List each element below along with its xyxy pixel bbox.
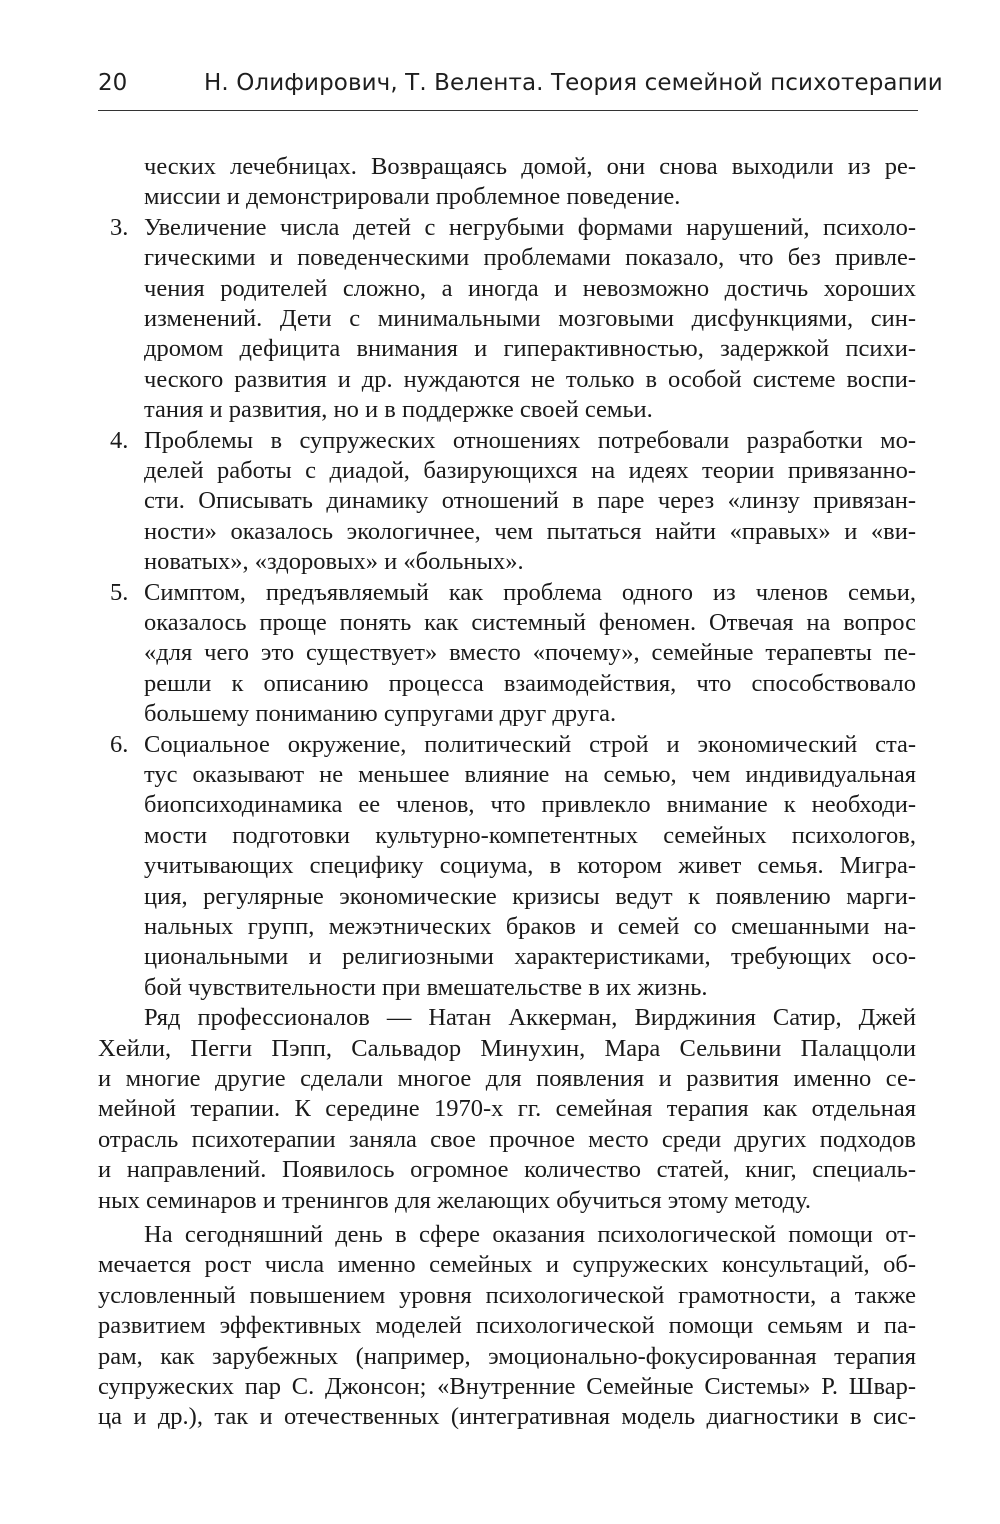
- list-item-line: ция, регулярные экономические кризисы ведут к появлению марги-: [144, 882, 916, 910]
- list-item-line: тания и развития, но и в поддержке своей семьи.: [144, 396, 653, 424]
- running-head: Н. Олифирович, Т. Велента. Теория семейной психотерапии: [204, 70, 943, 96]
- list-item-line: Увеличение числа детей с негрубыми формами нарушений, психоло-: [144, 213, 916, 241]
- list-item-line: ности» оказалось экологичнее, чем пытаться найти «правых» и «ви-: [144, 517, 916, 545]
- list-item-line: мости подготовки культурно-компетентных семейных психологов,: [144, 821, 916, 849]
- list-item-line: ческого развития и др. нуждаются не только в особой системе воспи-: [144, 365, 916, 393]
- paragraph-line: отрасль психотерапии заняла свое прочное место среди других подходов: [98, 1125, 916, 1153]
- text-line: миссии и демонстрировали проблемное поведение.: [144, 183, 681, 211]
- list-item-line: циональными и религиозными характеристиками, требующих осо-: [144, 943, 916, 971]
- list-item-number: 3.: [110, 213, 129, 241]
- list-item-line: оказалось проще понять как системный феномен. Отвечая на вопрос: [144, 609, 916, 636]
- list-item-line: чения родителей сложно, а иногда и невозможно достичь хороших: [144, 274, 916, 302]
- list-item-line: сти. Описывать динамику отношений в паре через «линзу привязан-: [144, 487, 916, 515]
- list-item-line: гическими и поведенческими проблемами показало, что без привле-: [144, 244, 916, 272]
- paragraph-line: супружеских пар С. Джонсон; «Внутренние Семейные Системы» Р. Швар-: [98, 1373, 916, 1400]
- list-item-line: «для чего это существует» вместо «почему», семейные терапевты пе-: [144, 639, 916, 667]
- paragraph-line: ца и др.), так и отечественных (интегративная модель диагностики в сис-: [98, 1403, 916, 1431]
- list-item-line: учитывающих специфику социума, в котором живет семья. Мигра-: [144, 852, 916, 880]
- list-item-line: изменений. Дети с минимальными мозговыми дисфункциями, син-: [144, 305, 916, 332]
- text-line: ческих лечебницах. Возвращаясь домой, они снова выходили из ре-: [144, 153, 916, 180]
- paragraph-line: условленный повышением уровня психологической грамотности, а также: [98, 1281, 916, 1309]
- list-item-line: решли к описанию процесса взаимодействия, что способствовало: [144, 669, 916, 697]
- list-item-number: 4.: [110, 426, 129, 454]
- paragraph-line: мейной терапии. К середине 1970-х гг. семейная терапия как отдельная: [98, 1095, 916, 1123]
- list-item-number: 5.: [110, 578, 129, 606]
- list-item-line: тус оказывают не меньшее влияние на семью, чем индивидуальная: [144, 761, 916, 788]
- paragraph-line: ных семинаров и тренингов для желающих обучиться этому методу.: [98, 1186, 812, 1214]
- list-item-number: 6.: [110, 730, 129, 758]
- list-item-line: Проблемы в супружеских отношениях потребовали разработки мо-: [144, 426, 916, 454]
- header-divider: [98, 110, 918, 111]
- paragraph-line: На сегодняшний день в сфере оказания психологической помощи от-: [144, 1221, 916, 1248]
- page-number: 20: [98, 70, 128, 96]
- paragraph-line: Ряд профессионалов — Натан Аккерман, Вирджиния Сатир, Джей: [144, 1004, 916, 1032]
- page-header: [98, 70, 943, 106]
- paragraph-line: и направлений. Появилось огромное количество статей, книг, специаль-: [98, 1156, 916, 1184]
- list-item-line: Симптом, предъявляемый как проблема одного из членов семьи,: [144, 578, 916, 606]
- paragraph-line: и многие другие сделали многое для появления и развития именно се-: [98, 1065, 916, 1092]
- paragraph-line: Хейли, Пегги Пэпп, Сальвадор Минухин, Мара Сельвини Палаццоли: [98, 1034, 916, 1062]
- paragraph-line: рам, как зарубежных (например, эмоционально-фокусированная терапия: [98, 1342, 916, 1370]
- list-item-line: биопсиходинамика ее членов, что привлекло внимание к необходи-: [144, 791, 916, 819]
- list-item-line: делей работы с диадой, базирующихся на идеях теории привязанно-: [144, 457, 916, 484]
- list-item-line: Социальное окружение, политический строй и экономический ста-: [144, 730, 916, 758]
- list-item-line: нальных групп, межэтнических браков и семей со смешанными на-: [144, 913, 916, 940]
- paragraph-line: развитием эффективных моделей психологической помощи семьям и па-: [98, 1312, 916, 1340]
- list-item-line: дромом дефицита внимания и гиперактивностью, задержкой психи-: [144, 335, 916, 363]
- list-item-line: новатых», «здоровых» и «больных».: [144, 548, 524, 576]
- paragraph-line: мечается рост числа именно семейных и супружеских консультаций, об-: [98, 1251, 916, 1279]
- list-item-line: большему пониманию супругами друг друга.: [144, 700, 617, 728]
- list-item-line: бой чувствительности при вмешательстве в их жизнь.: [144, 973, 708, 1001]
